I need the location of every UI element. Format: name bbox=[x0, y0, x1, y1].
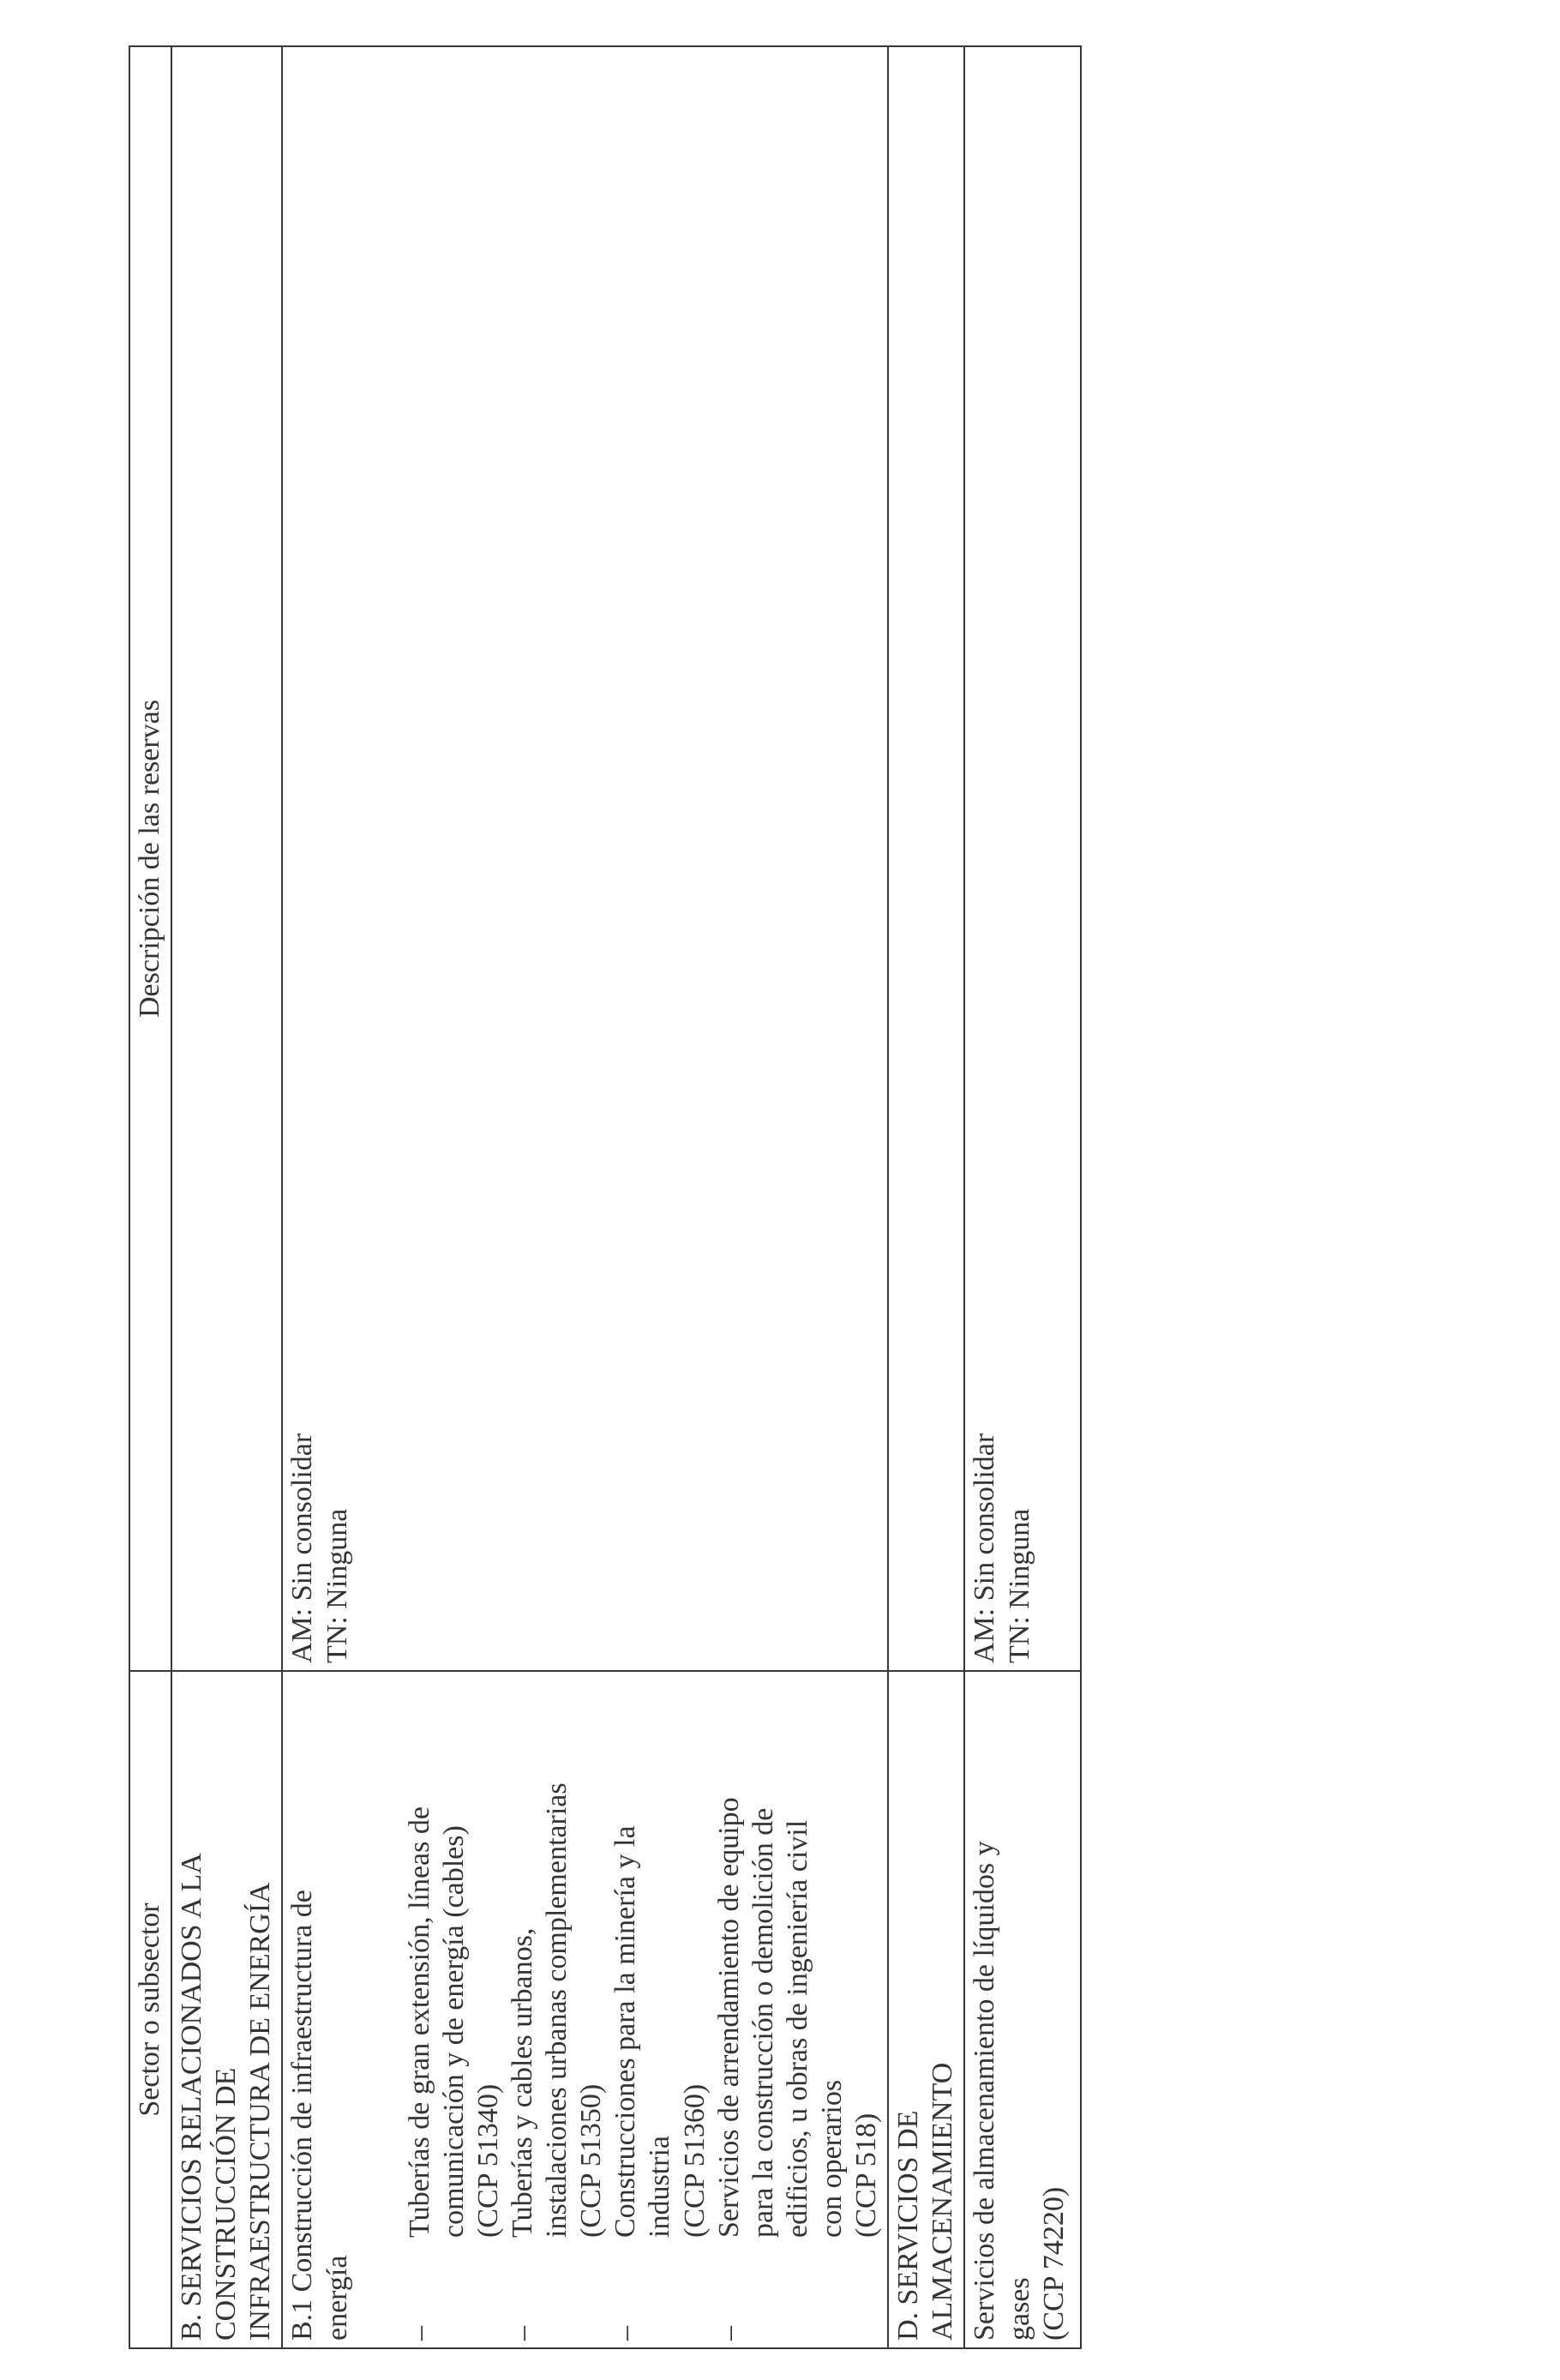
table-row-storage bbox=[964, 46, 1081, 2348]
storage-reserves-cell bbox=[964, 46, 1081, 1671]
item-line: Servicios de arrendamiento de equipo bbox=[712, 1797, 745, 2238]
item-line: instalaciones urbanas complementarias bbox=[541, 1782, 573, 2238]
item-code: (CCP 51340) bbox=[471, 2083, 504, 2238]
item-line: Construcciones para la minería y la bbox=[609, 1825, 642, 2238]
section-d-line-1: D. SERVICIOS DE bbox=[892, 2110, 925, 2341]
spacer bbox=[355, 1679, 403, 2341]
section-b-line-3: INFRAESTRUCTURA DE ENERGÍA bbox=[244, 1882, 277, 2341]
storage-line-2: gases bbox=[1003, 2277, 1035, 2341]
item-line: comunicación y de energía (cables) bbox=[437, 1825, 470, 2238]
b1-sector-cell bbox=[282, 1671, 888, 2348]
item-line: con operarios bbox=[815, 2079, 848, 2238]
section-row-b bbox=[171, 46, 282, 2348]
item-code: (CCP 518) bbox=[850, 2113, 883, 2238]
b1-title-line-2: energía bbox=[321, 2255, 353, 2341]
item-code: (CCP 51360) bbox=[678, 2083, 711, 2238]
table-header-row bbox=[129, 46, 171, 2348]
list-item bbox=[609, 1679, 711, 2341]
item-line: edificios, u obras de ingeniería civil bbox=[781, 1819, 813, 2238]
section-d-title bbox=[888, 1671, 964, 2348]
section-b-line-1: B. SERVICIOS RELACIONADOS A LA bbox=[176, 1853, 208, 2341]
b1-national-treatment: TN: Ninguna bbox=[321, 1508, 353, 1663]
item-line: Tuberías de gran extensión, líneas de bbox=[403, 1806, 435, 2238]
section-row-d bbox=[888, 46, 964, 2348]
b1-title-line-1: B.1 Construcción de infraestructura de bbox=[286, 1890, 319, 2341]
list-item bbox=[403, 1679, 506, 2341]
storage-sector-cell bbox=[964, 1671, 1081, 2348]
dash-bullet: – bbox=[506, 2326, 538, 2341]
b1-reserves-cell bbox=[282, 46, 888, 1671]
storage-market-access: AM: Sin consolidar bbox=[969, 1433, 1001, 1663]
section-b-title bbox=[171, 1671, 282, 2348]
header-sector: Sector o subsector bbox=[129, 1671, 171, 2348]
list-item bbox=[506, 1679, 609, 2341]
section-b-description bbox=[171, 46, 282, 1671]
dash-bullet: – bbox=[712, 2326, 745, 2341]
item-line: industria bbox=[644, 2136, 676, 2238]
item-line: Tuberías y cables urbanos, bbox=[506, 1927, 538, 2238]
rotated-table-container bbox=[129, 47, 1070, 2349]
storage-code: (CCP 74220) bbox=[1037, 2186, 1070, 2341]
item-line: para la construcción o demolición de bbox=[747, 1807, 779, 2238]
dash-bullet: – bbox=[609, 2326, 642, 2341]
reservations-table bbox=[129, 45, 1082, 2349]
dash-bullet: – bbox=[403, 2326, 435, 2341]
storage-line-1: Servicios de almacenamiento de líquidos y bbox=[969, 1841, 1001, 2341]
b1-market-access: AM: Sin consolidar bbox=[286, 1433, 319, 1663]
header-description: Descripción de las reservas bbox=[129, 46, 171, 1671]
storage-national-treatment: TN: Ninguna bbox=[1003, 1508, 1035, 1663]
section-d-line-2: ALMACENAMIENTO bbox=[927, 2062, 959, 2341]
b1-item-list bbox=[403, 1679, 885, 2341]
section-b-line-2: CONSTRUCCIÓN DE bbox=[210, 2067, 243, 2341]
table-row-b1 bbox=[282, 46, 888, 2348]
item-code: (CCP 51350) bbox=[575, 2083, 608, 2238]
list-item bbox=[712, 1679, 885, 2341]
section-d-description bbox=[888, 46, 964, 1671]
